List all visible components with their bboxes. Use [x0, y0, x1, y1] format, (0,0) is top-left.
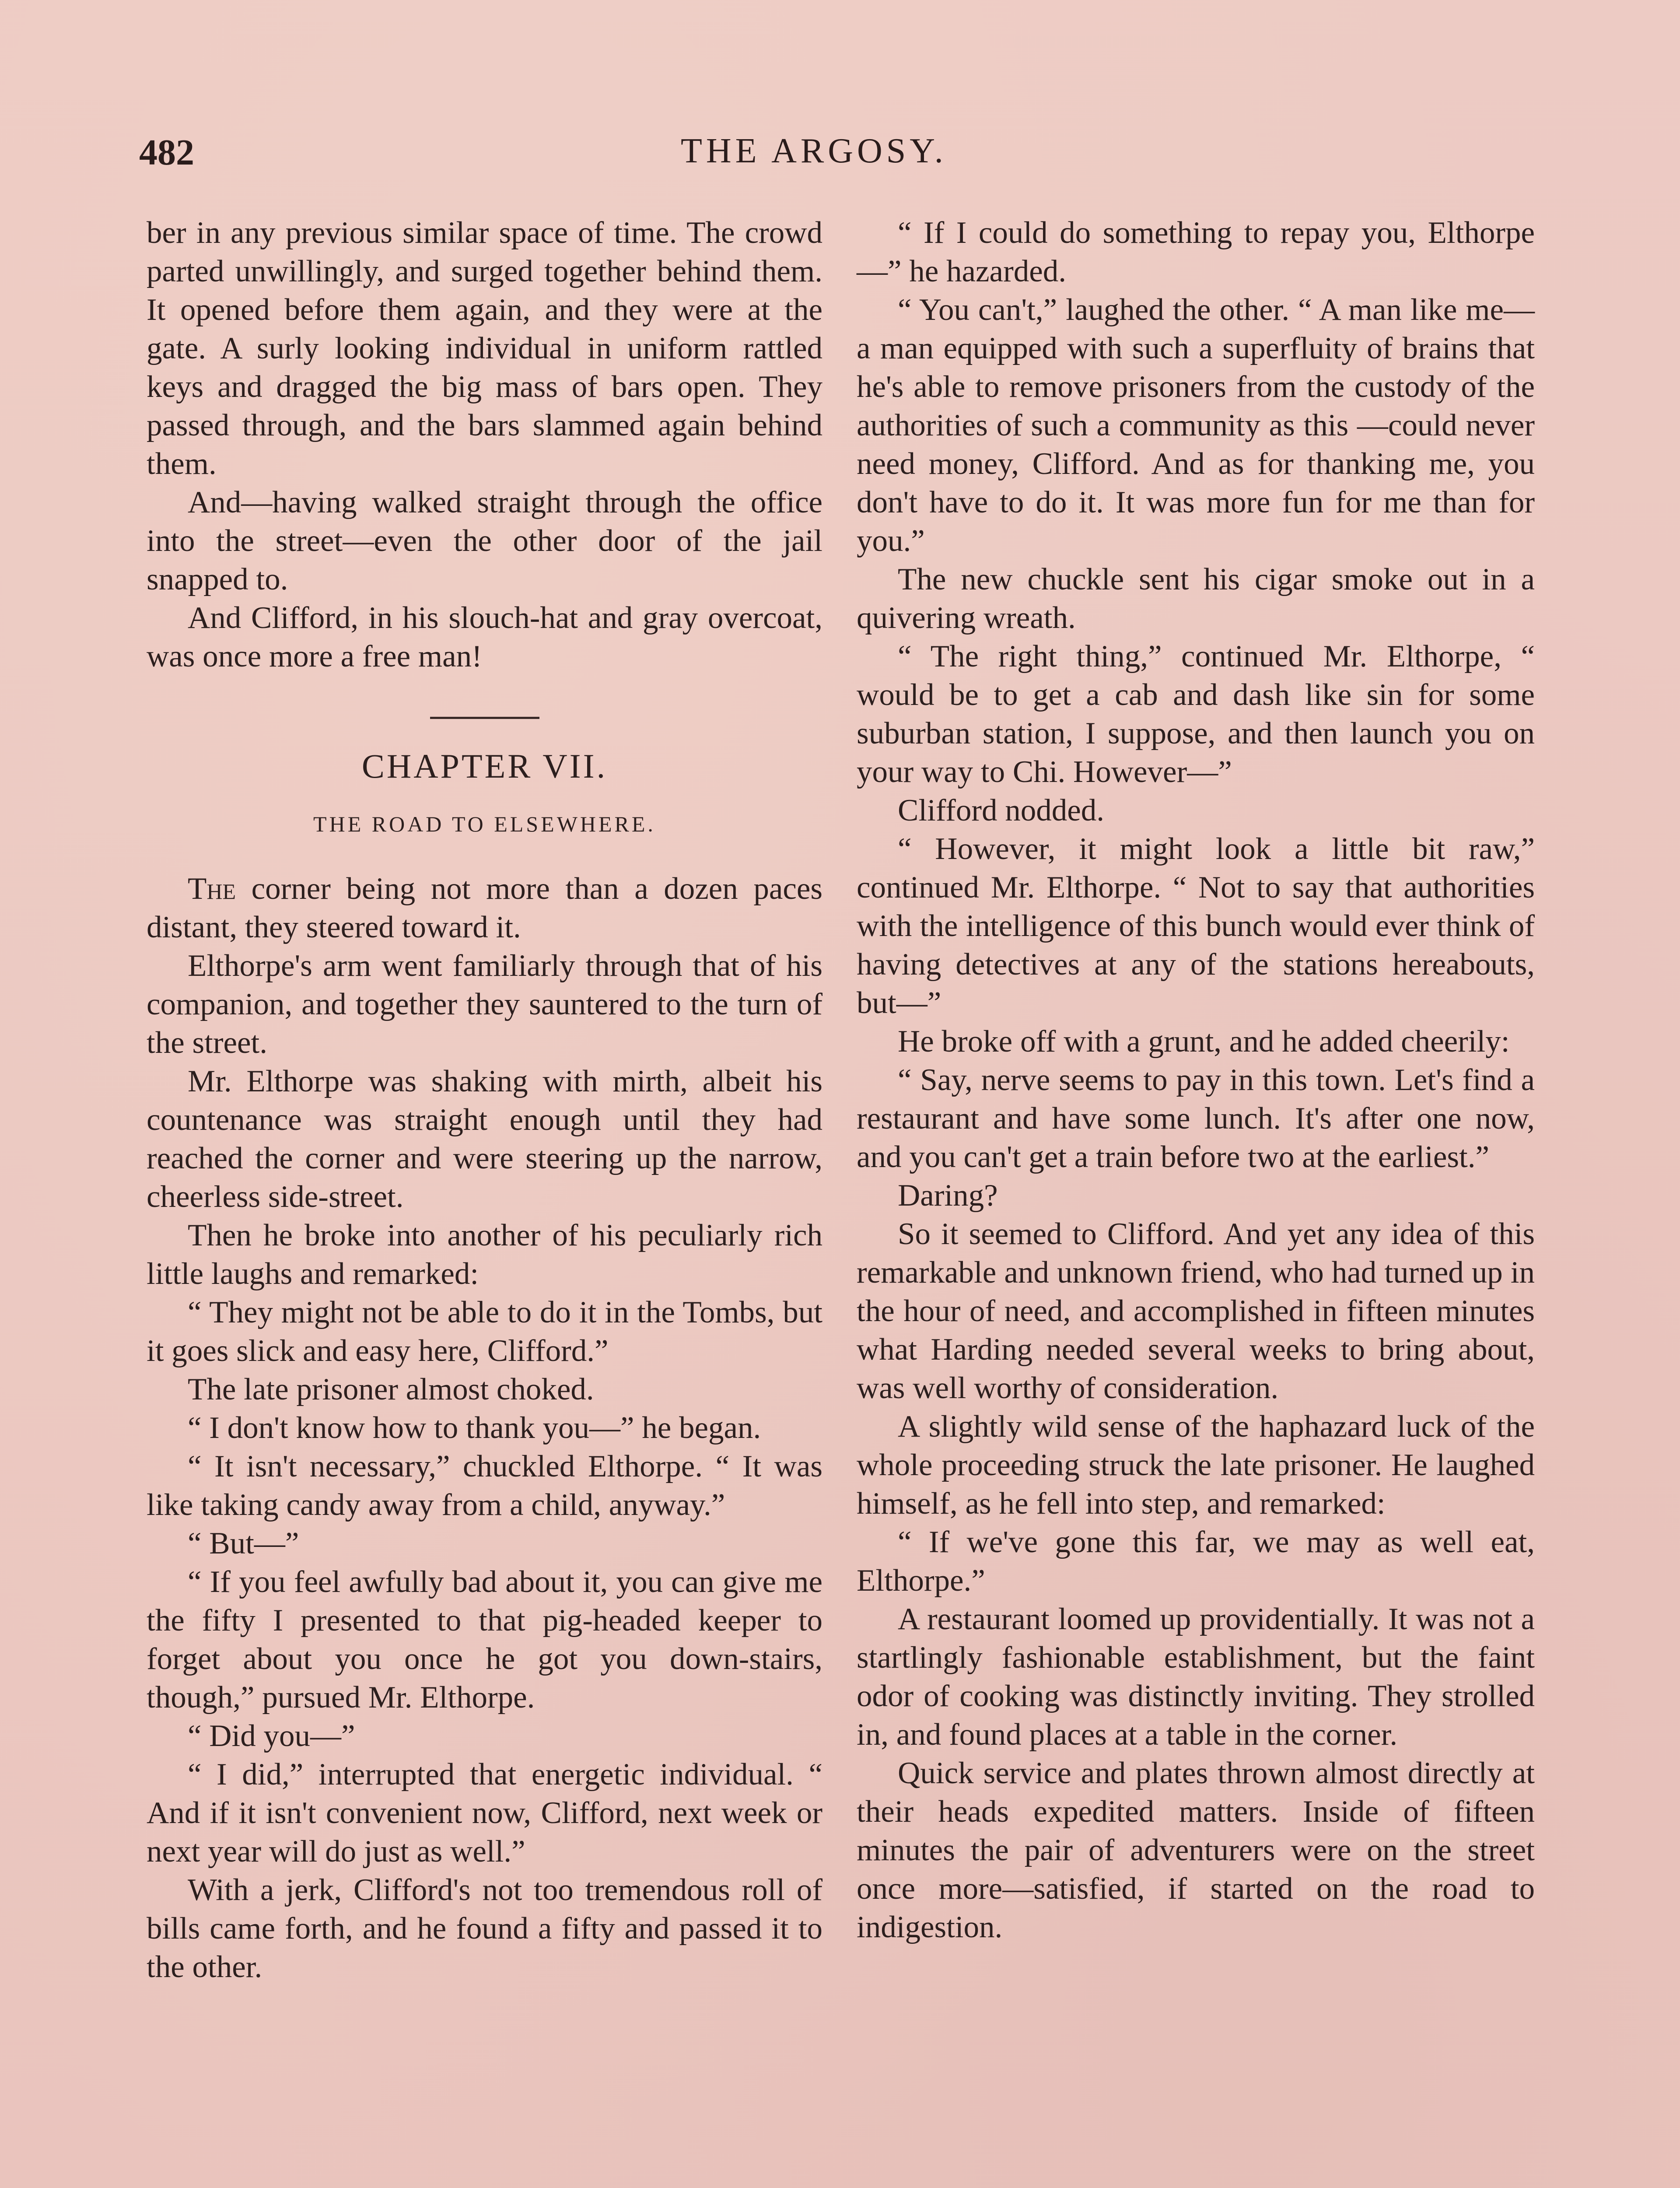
paragraph: Clifford nodded. — [898, 793, 1104, 828]
paragraph: “ You can't,” laughed the other. “ A man like me—a man equipped with such a superfluity of brains that he's able to remove prisoners from the custody of the authorities of such a community as this —could never need money, Clifford. And as for thanking me, you don't have to do it. It was more fun for me than for you.” — [857, 293, 1535, 558]
paragraph: “ The right thing,” continued Mr. Elthorpe, “ would be to get a cab and dash like sin for some suburban station, I suppose, and then launch you on your way to Chi. However—” — [857, 639, 1535, 789]
chapter-subtitle: THE ROAD TO ELSEWHERE. — [313, 812, 656, 836]
chapter-first-paragraph-text: corner being not more than a dozen paces distant, they steered toward it. — [147, 872, 822, 944]
paragraph: “ They might not be able to do it in the Tombs, but it goes slick and easy here, Clifford.” — [147, 1295, 822, 1368]
paragraph: “ Did you—” — [188, 1719, 355, 1753]
paragraph: A slightly wild sense of the haphazard luck of the whole proceeding struck the late prisoner. He laughed himself, as he fell into step, and remarked: — [857, 1410, 1535, 1521]
chapter-opening-paragraph — [147, 870, 822, 947]
paragraph: “ It isn't necessary,” chuckled Elthorpe. “ It was like taking candy away from a child, anyway.” — [147, 1449, 822, 1522]
paragraph: With a jerk, Clifford's not too tremendous roll of bills came forth, and he found a fifty and passed it to the other. — [147, 1873, 822, 1984]
paragraph: “ If we've gone this far, we may as well eat, Elthorpe.” — [857, 1525, 1535, 1598]
paragraph: “ However, it might look a little bit raw,” continued Mr. Elthorpe. “ Not to say that authorities with the intelligence of this bunch would ever think of having detectives at any of the stations hereabouts, but—” — [857, 832, 1535, 1020]
paragraph: “ But—” — [188, 1526, 299, 1560]
left-column — [147, 214, 822, 1986]
section-divider — [430, 717, 539, 719]
paragraph: ber in any previous similar space of time. The crowd parted unwillingly, and surged together behind them. It opened before them again, and they were at the gate. A surly looking individual in uniform rattled keys and dragged the big mass of bars open. They passed through, and the bars slammed again behind them. — [147, 216, 822, 481]
page-number: 482 — [139, 132, 194, 173]
paragraph: A restaurant loomed up providentially. It was not a startlingly fashionable establishment, but the faint odor of cooking was distinctly inviting. They strolled in, and found places at a table in the corner. — [857, 1602, 1535, 1752]
paragraph: “ I did,” interrupted that energetic individual. “ And if it isn't convenient now, Clifford, next week or next year will do just as well.” — [147, 1757, 822, 1869]
paragraph: Elthorpe's arm went familiarly through that of his companion, and together they sauntered to the turn of the street. — [147, 949, 822, 1060]
paragraph: “ If you feel awfully bad about it, you can give me the fifty I presented to that pig-headed keeper to forget about you once he got you down-stairs, though,” pursued Mr. Elthorpe. — [147, 1565, 822, 1715]
paragraph: Quick service and plates thrown almost directly at their heads expedited matters. Inside of fifteen minutes the pair of adventurers were on the street once more—satisfied, if started on the road to indigestion. — [857, 1756, 1535, 1944]
paragraph: He broke off with a grunt, and he added cheerily: — [898, 1024, 1510, 1059]
paragraph: Then he broke into another of his peculiarly rich little laughs and remarked: — [147, 1218, 822, 1291]
paragraph: And—having walked straight through the office into the street—even the other door of the jail snapped to. — [147, 485, 822, 596]
paragraph: Mr. Elthorpe was shaking with mirth, albeit his countenance was straight enough until they had reached the corner and were steering up the narrow, cheerless side-street. — [147, 1064, 822, 1214]
running-head — [139, 131, 1539, 179]
chapter-first-word: The — [188, 872, 236, 906]
journal-title: THE ARGOSY. — [681, 132, 947, 170]
paragraph: And Clifford, in his slouch-hat and gray overcoat, was once more a free man! — [147, 601, 822, 673]
right-column — [857, 214, 1535, 1946]
paragraph: “ I don't know how to thank you—” he began. — [188, 1411, 761, 1445]
paragraph: “ If I could do something to repay you, Elthorpe—” he hazarded. — [857, 216, 1535, 288]
paragraph: So it seemed to Clifford. And yet any idea of this remarkable and unknown friend, who had turned up in the hour of need, and accomplished in fifteen minutes what Harding needed several weeks to bring about, was well worthy of consideration. — [857, 1217, 1535, 1405]
paragraph: The late prisoner almost choked. — [188, 1372, 594, 1406]
paragraph: “ Say, nerve seems to pay in this town. Let's find a restaurant and have some lunch. It's after one now, and you can't get a train before two at the earliest.” — [857, 1063, 1535, 1174]
paragraph: The new chuckle sent his cigar smoke out in a quivering wreath. — [857, 562, 1535, 635]
paragraph: Daring? — [898, 1178, 998, 1213]
chapter-title: CHAPTER VII. — [361, 747, 608, 785]
